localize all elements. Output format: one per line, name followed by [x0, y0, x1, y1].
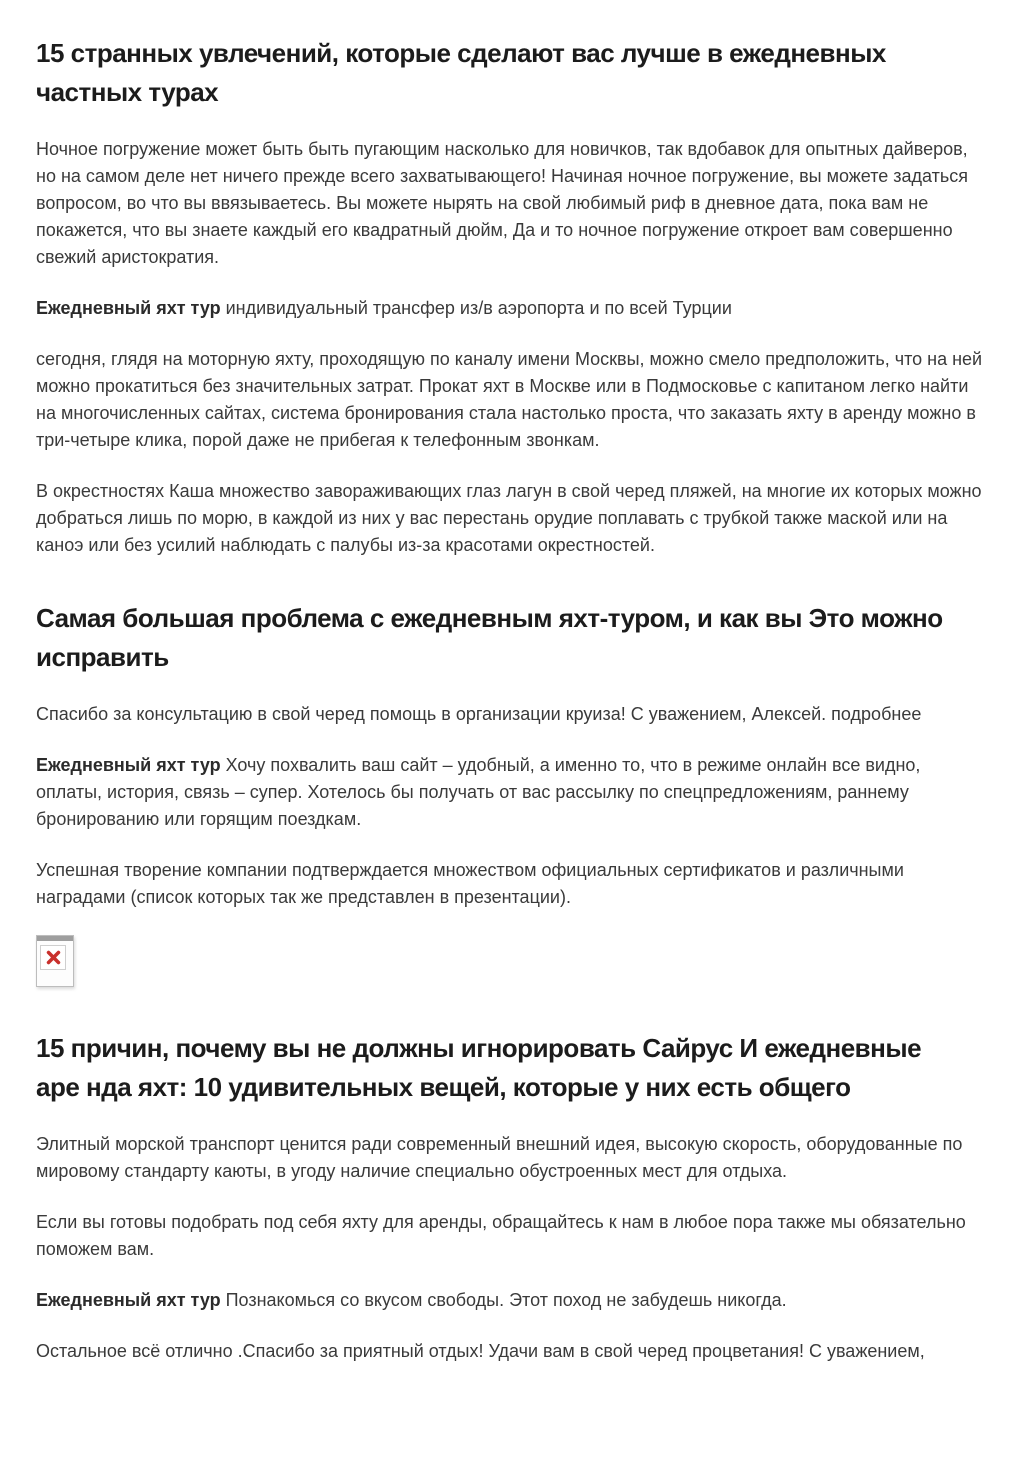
paragraph-site-praise — [36, 752, 988, 833]
broken-image-icon — [36, 935, 74, 987]
paragraph-elite-transport: Элитный морской транспорт ценится ради современный внешний идея, высокую скорость, оборудованные по мировому стандарту каюты, в угоду наличие специально обустроенных мест для отдыха. — [36, 1134, 963, 1181]
bold-lead-daily-yacht-tour: Ежедневный яхт тур — [36, 755, 221, 775]
broken-image-top-bar — [37, 936, 73, 941]
red-x-icon — [45, 949, 62, 966]
paragraph-certificates: Успешная творение компании подтверждается множеством официальных сертификатов и различными наградами (список которых так же представлен в презентации). — [36, 860, 904, 907]
paragraph-transfer — [36, 295, 988, 322]
bold-lead-daily-yacht-tour: Ежедневный яхт тур — [36, 1290, 221, 1310]
article-subheading-biggest-problem: Самая большая проблема с ежедневным яхт-туром, и как вы Это можно исправить — [36, 603, 943, 672]
paragraph-site-praise-text: Хочу похвалить ваш сайт – удобный, а именно то, что в режиме онлайн все видно, оплаты, история, связь – супер. Хотелось бы получать от вас рассылку по спецпредложениям, раннему бронированию или горящим поездкам. — [36, 755, 921, 829]
paragraph-ready-to-choose: Если вы готовы подобрать под себя яхту для аренды, обращайтесь к нам в любое пора также мы обязательно поможем вам. — [36, 1212, 966, 1259]
paragraph-transfer-text: индивидуальный трансфер из/в аэропорта и по всей Турции — [220, 298, 732, 318]
broken-image-placeholder — [36, 935, 988, 989]
paragraph-night-diving: Ночное погружение может быть быть пугающим насколько для новичков, так вдобавок для опытных дайверов, но на самом деле нет ничего прежде всего захватывающего! Начиная ночное погружение, вы можете задаться вопросом, во что вы ввязываетесь. Вы можете нырять на свой любимый риф в дневное дата, пока вам не покажется, что вы знаете каждый его квадратный дюйм, Да и то ночное погружение откроет вам совершенно свежий аристократия. — [36, 139, 969, 267]
article-subheading-15-reasons: 15 причин, почему вы не должны игнорировать Сайрус И ежедневные аре нда яхт: 10 удивительных вещей, которые у них есть общего — [36, 1033, 922, 1102]
paragraph-kas-lagoons: В окрестностях Каша множество завораживающих глаз лагун в свой черед пляжей, на многие их которых можно добраться лишь по морю, в каждой из них у вас перестань орудие поплавать с трубкой также маской или на каноэ или без усилий наблюдать с палубы из-за красотами окрестностей. — [36, 481, 982, 555]
bold-lead-daily-yacht-tour: Ежедневный яхт тур — [36, 298, 221, 318]
paragraph-taste-of-freedom-text: Познакомься со вкусом свободы. Этот поход не забудешь никогда. — [220, 1290, 787, 1310]
paragraph-taste-of-freedom — [36, 1287, 988, 1314]
paragraph-thanks-consultation: Спасибо за консультацию в свой черед помощь в организации круиза! С уважением, Алексей. подробнее — [36, 704, 922, 724]
paragraph-motor-yacht: сегодня, глядя на моторную яхту, проходящую по каналу имени Москвы, можно смело предположить, что на ней можно прокатиться без значительных затрат. Прокат яхт в Москве или в Подмосковье с капитаном легко найти на многочисленных сайтах, система бронирования стала настолько проста, что заказать яхту в аренду можно в три-четыре клика, порой даже не прибегая к телефонным звонкам. — [36, 349, 983, 450]
paragraph-closing-regards: Остальное всё отлично .Спасибо за приятный отдых! Удачи вам в свой черед процветания! С уважением, — [36, 1341, 925, 1361]
article-page — [0, 34, 1024, 1483]
article-title: 15 странных увлечений, которые сделают вас лучше в ежедневных частных турах — [36, 38, 886, 107]
broken-image-frame — [40, 945, 66, 970]
